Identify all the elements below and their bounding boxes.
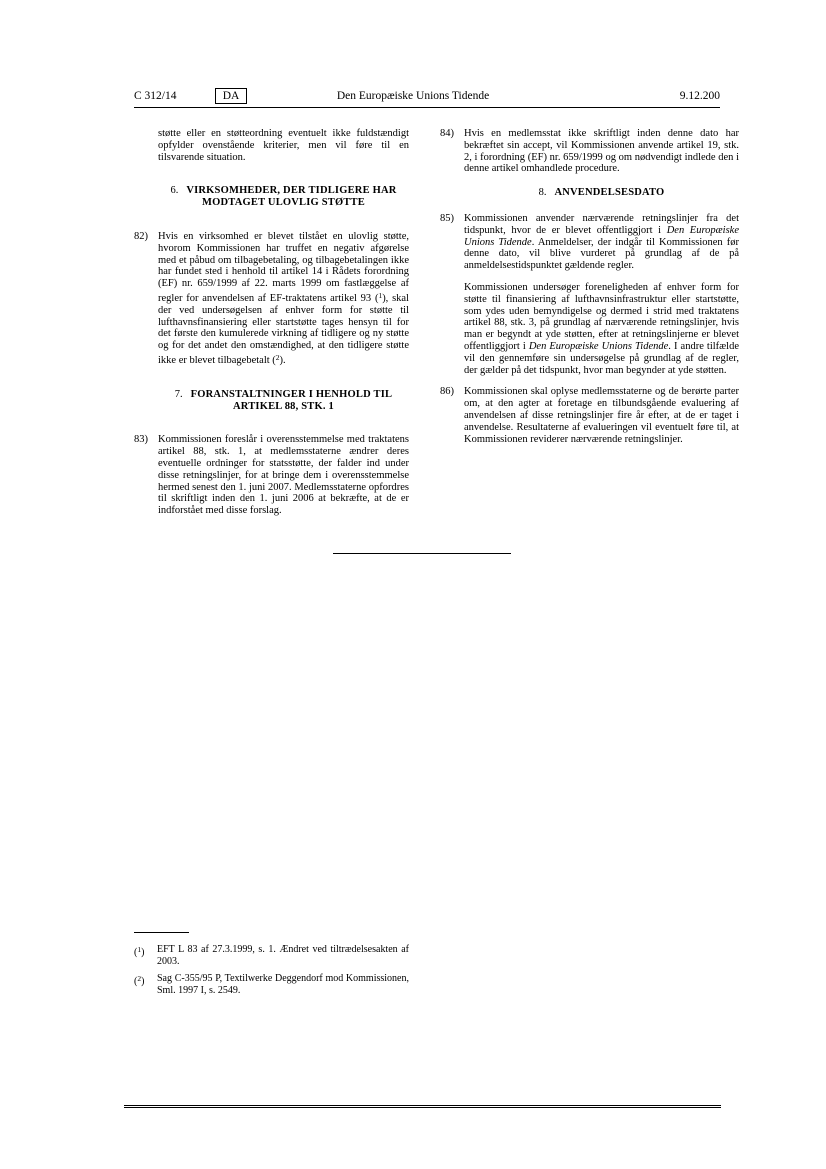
paragraph-83: [134, 434, 409, 517]
paragraph-85b-text-b: . I andre tilfælde vil den gennemføre sin undersøgelse på grundlag af de regler, der gælder på det tidspunkt, hvor man begynder at yde støtten.: [464, 340, 739, 376]
section-7-heading: [134, 389, 409, 413]
paragraph-86: [440, 386, 739, 445]
paragraph-85-text-a: Kommissionen anvender nærværende retningslinjer fra det tidspunkt, hvor de er blevet offentliggjort i: [464, 212, 739, 236]
section-6-heading: [134, 185, 409, 209]
header-rule: [134, 107, 720, 108]
footnote-ref-1[interactable]: 1: [378, 290, 383, 300]
paragraph-82-text-b: ), skal der ved undersøgelsen af enhver form for støtte til lufthavnsfinansiering eller startstøtte tages hensyn til for det første den kumulerede virkning af tidligere og ny støtte og for det andet den omstændighed, at den tidligere støtte ikke er blevet tilbagebetalt (: [158, 292, 409, 366]
journal-title: Den Europæiske Unions Tidende: [336, 90, 490, 102]
footnote-separator: [134, 932, 189, 933]
intro-paragraph: støtte eller en støtteordning eventuelt ikke fuldstændigt opfylder ovenstående kriterier, men vil føre til en tilsvarende situation.: [158, 128, 409, 163]
paragraph-84: [440, 128, 739, 175]
footnote-2-mark: ($^2$): [134, 974, 145, 987]
paragraph-84-number: 84): [440, 128, 454, 139]
footnotes: [134, 944, 409, 1002]
footnote-2: [134, 973, 409, 996]
page-bottom-rule: [124, 1105, 721, 1108]
paragraph-82-text-c: ).: [279, 354, 286, 366]
section-8-heading: [440, 187, 739, 199]
paragraph-85-text-b: . Anmeldelser, der indgår til Kommissionen før denne dato, vil blive vurderet på grundlag af de på anmeldelsestidspunktet gældende regler.: [464, 236, 739, 272]
issue-date: 9.12.200: [679, 90, 720, 102]
paragraph-85-continued: [440, 282, 739, 376]
section-8-number: 8.: [538, 187, 547, 199]
footnote-1-text: EFT L 83 af 27.3.1999, s. 1. Ændret ved tiltrædelsesakten af 2003.: [157, 944, 409, 967]
footnote-2-text: Sag C-355/95 P, Textilwerke Deggendorf mod Kommissionen, Sml. 1997 I, s. 2549.: [157, 973, 409, 996]
section-6-title: VIRKSOMHEDER, DER TIDLIGERE HAR MODTAGET ULOVLIG STØTTE: [186, 185, 397, 209]
paragraph-86-number: 86): [440, 386, 454, 398]
paragraph-82-text-a: Hvis en virksomhed er blevet tilstået en ulovlig støtte, hvorom Kommissionen har truffet en negativ afgørelse med et påbud om tilbagebetaling, og tilbagebetalingen ikke har fundet sted i henhold til artikel 14 i Rådets forordning (EF) nr. 659/1999 af 22. marts 1999 om fastlæggelse af regler for anvendelsen af EF-traktatens artikel 93 (: [158, 230, 409, 304]
footnote-1-mark: ($^1$): [134, 945, 145, 958]
paragraph-86-text: Kommissionen skal oplyse medlemsstaterne og de berørte parter om, at den agter at foretage en tilbundsgående evaluering af anvendelsen af disse retningslinjer fire år efter, at de er taget i anvendelse. Resultaterne af evalueringen vil eventuelt føre til, at Kommissionen reviderer nærværende retningslinjer.: [464, 386, 739, 445]
paragraph-85b-text-a: Kommissionen undersøger foreneligheden af enhver form for støtte til finansiering af lufthavnsinfrastruktur eller startstøtte, som ydes uden bemyndigelse og dermed i strid med traktatens artikel 88, stk. 3, på grundlag af nærværende retningslinjer, hvis man er begyndt at yde støtten, efter at retningslinjerne er blevet offentliggjort i: [464, 281, 739, 352]
page-series-number: C 312/14: [134, 90, 177, 102]
end-of-text-rule: [333, 553, 511, 554]
section-7-number: 7.: [174, 388, 183, 400]
paragraph-84-text: Hvis en medlemsstat ikke skriftligt inden denne dato har bekræftet sin accept, vil Kommissionen anvende artikel 19, stk. 2, i forordning (EF) nr. 659/1999 og om nødvendigt indlede den i denne artikel omhandlede procedure.: [464, 128, 739, 175]
section-8-title: ANVENDELSESDATO: [554, 187, 665, 199]
paragraph-85: [440, 213, 739, 272]
paragraph-85-number: 85): [440, 212, 454, 224]
paragraph-82-number: 82): [134, 230, 148, 242]
language-code-box: DA: [215, 88, 247, 104]
section-7-title: FORANSTALTNINGER I HENHOLD TIL ARTIKEL 88, STK. 1: [190, 388, 393, 412]
paragraph-82: [134, 231, 409, 367]
footnote-1: [134, 944, 409, 967]
paragraph-83-number: 83): [134, 434, 148, 446]
paragraph-85-journal: Den Europæiske Unions Tidende: [464, 224, 739, 248]
paragraph-83-text: Kommissionen foreslår i overensstemmelse med traktatens artikel 88, stk. 1, at medlemsstaterne ændrer deres eventuelle ordninger for statsstøtte, der falder ind under disse retningslinjer, for at bringe dem i overensstemmelse hermed senest den 1. juni 2007. Medlemsstaterne opfordres til skriftligt inden den 1. juni 2006 at bekræfte, at de er indforstået med disse forslag.: [158, 434, 409, 517]
footnote-ref-2[interactable]: 2: [275, 352, 280, 362]
left-column: [134, 128, 409, 527]
right-column: [440, 128, 739, 455]
paragraph-85b-journal: Den Europæiske Unions Tidende: [528, 340, 669, 352]
section-6-number: 6.: [170, 185, 179, 197]
